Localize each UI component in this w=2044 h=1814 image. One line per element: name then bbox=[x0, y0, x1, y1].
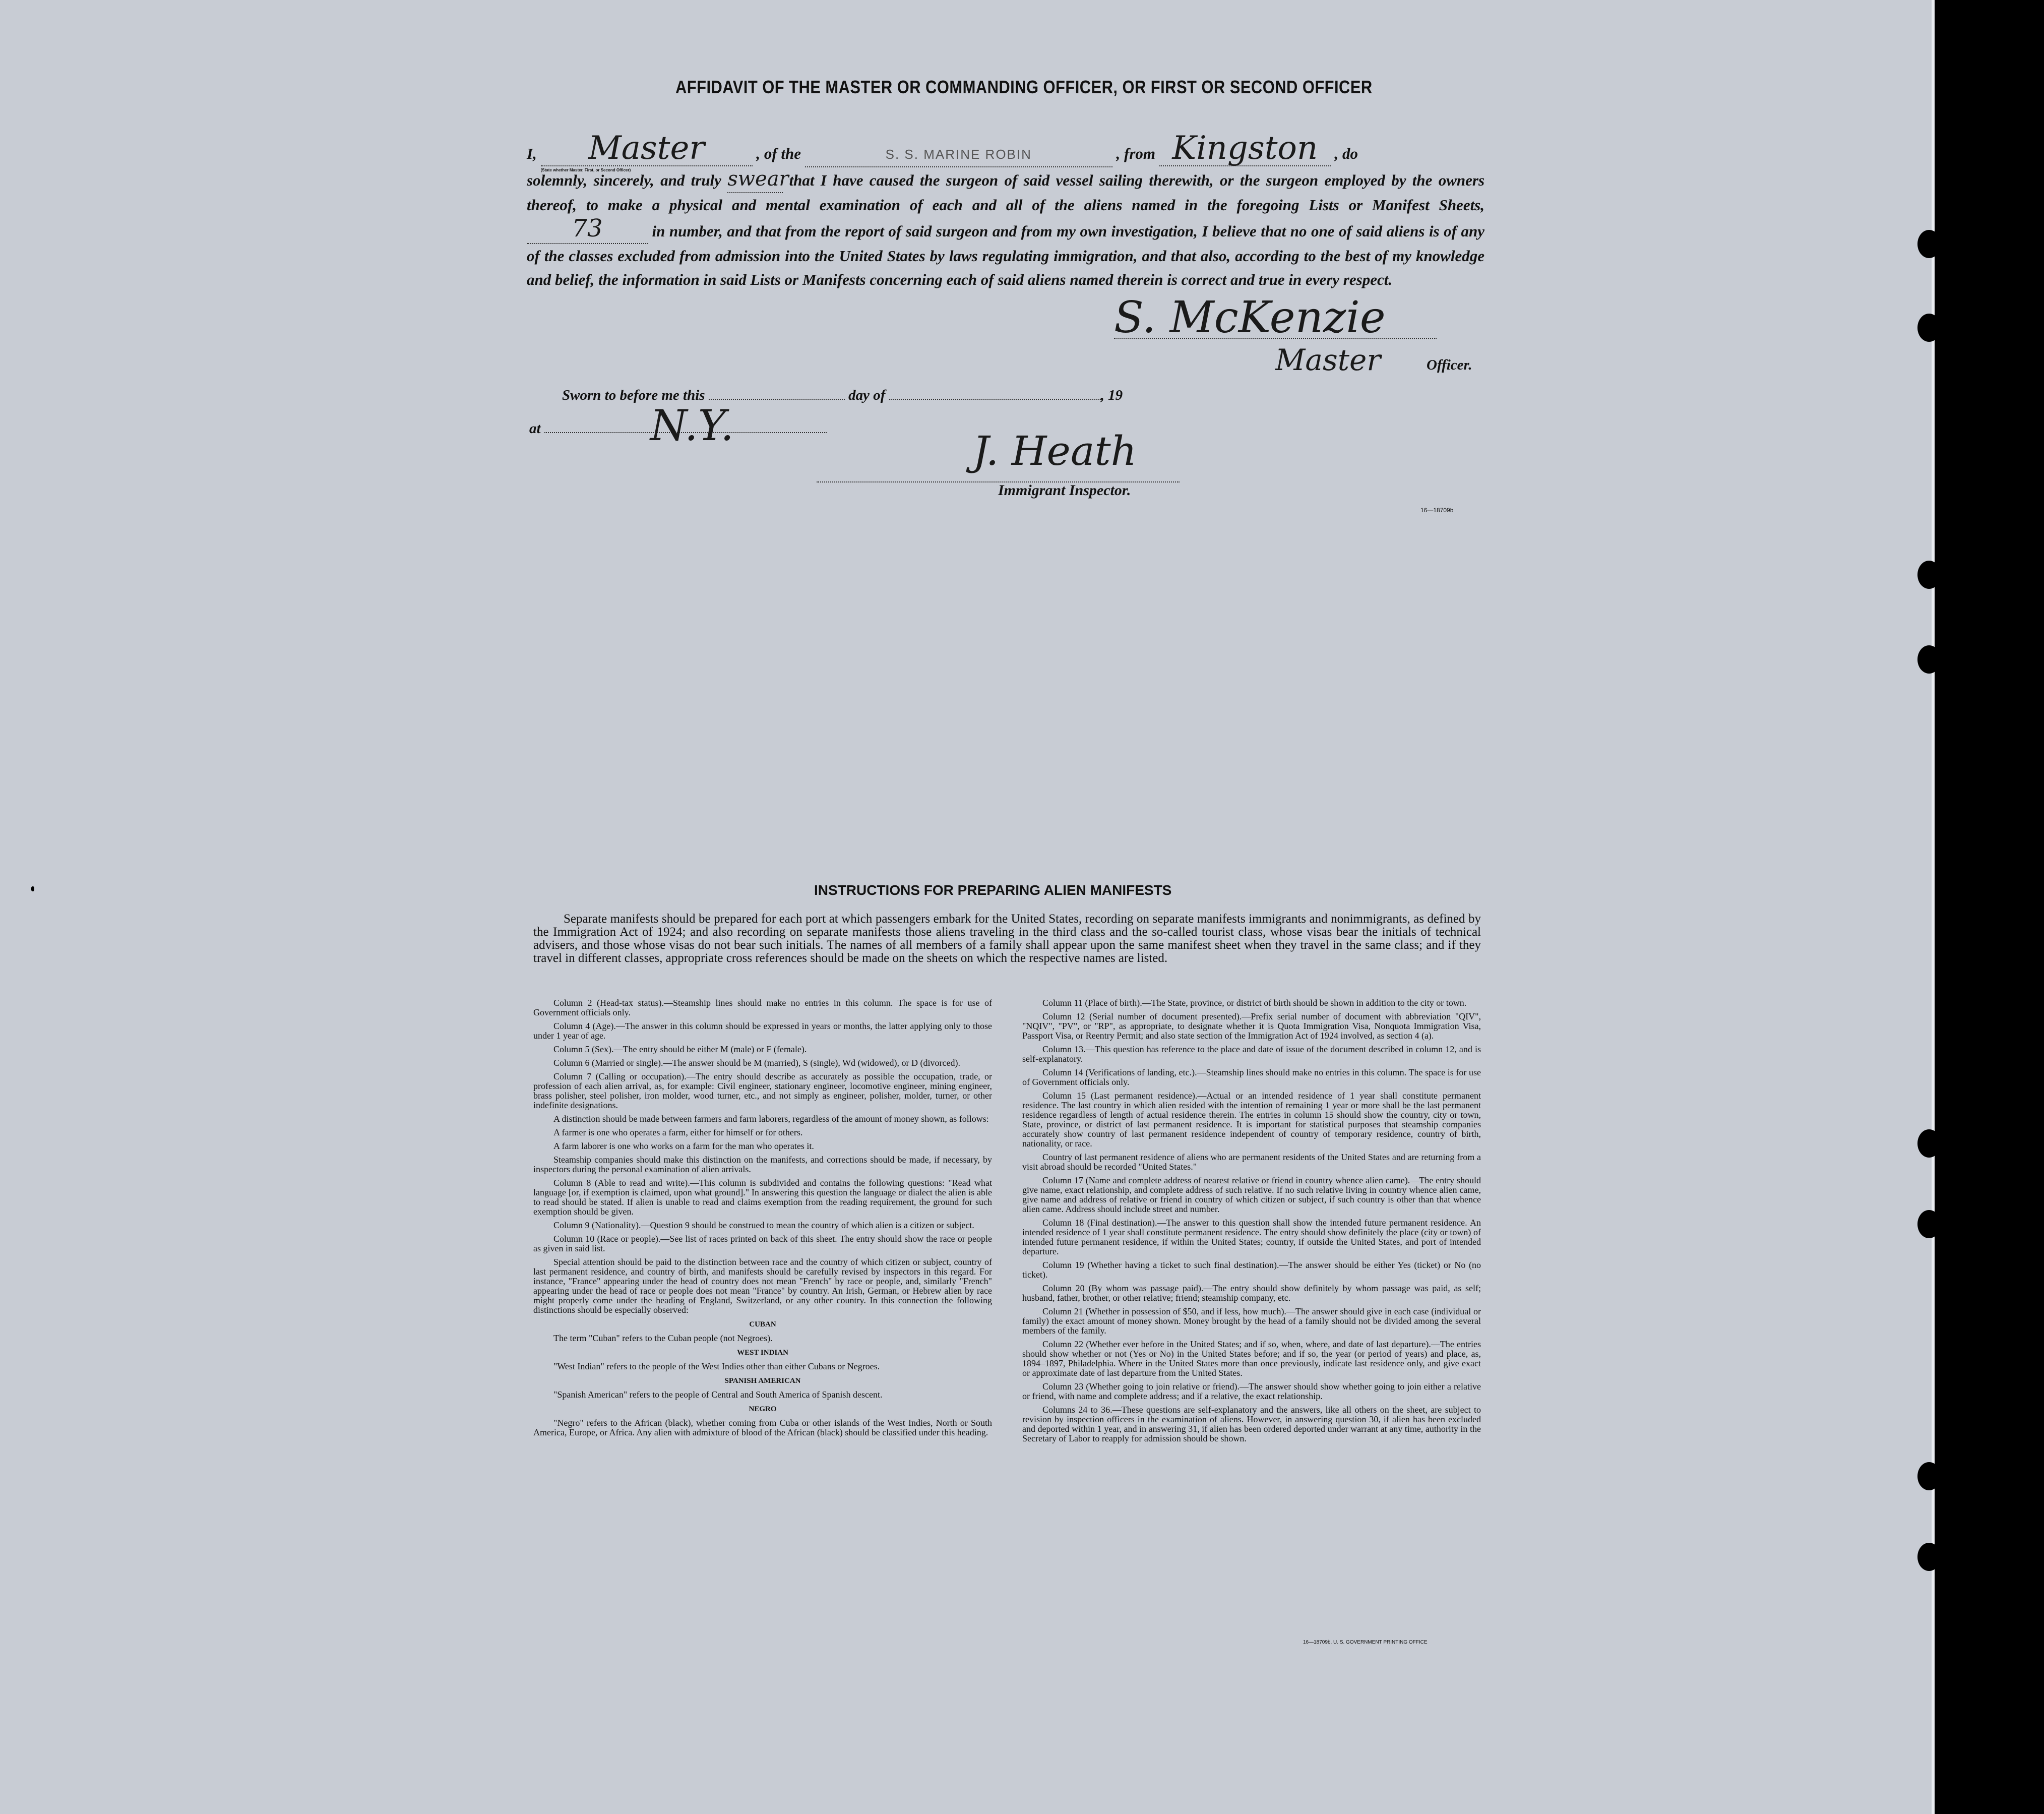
rank-handwritten: Master bbox=[588, 130, 705, 167]
officer-title-handwritten: Master bbox=[1275, 343, 1381, 377]
binder-hole-icon bbox=[1917, 1210, 1941, 1238]
printer-footer: 16—18709b. U. S. GOVERNMENT PRINTING OFFICE bbox=[1303, 1640, 1428, 1645]
oath-text-b: that I have caused the surgeon of said vessel sailing therewith, or the surgeon employed by the owners thereof, to make a physical and mental examination of each and all of the aliens named in the foregoing Lists or Manifest Sheets, bbox=[527, 171, 1485, 214]
master-signature: S. McKenzie bbox=[1114, 292, 1386, 343]
instruction-paragraph: Column 8 (Able to read and write).—This column is subdivided and contains the following questions: "Read what language [or, if exemption is claimed, upon what ground]." In answering this question the language or dialect the alien is able to read should be stated. If alien is unable to read and claims exemption from the reading requirement, the ground for such exemption should be given. bbox=[533, 1178, 992, 1217]
oath-text-a: solemnly, sincerely, and truly bbox=[527, 171, 721, 189]
sheets-field bbox=[527, 214, 648, 244]
instruction-paragraph: Steamship companies should make this distinction on the manifests, and corrections should be made, if necessary, by inspectors during the personal examination of alien arrivals. bbox=[533, 1155, 992, 1174]
instruction-paragraph: Column 17 (Name and complete address of nearest relative or friend in country whence alien came).—The entry should give name, exact relationship, and complete address of such relative. If no such relative living in country whence alien came, give name and address of relative or friend in country of which citizen or subject, if such country is other than that whence alien came. Address should include street and number. bbox=[1022, 1175, 1481, 1214]
instruction-paragraph: Column 14 (Verifications of landing, etc.).—Steamship lines should make no entries in this column. The space is for use of Government officials only. bbox=[1022, 1067, 1481, 1087]
instruction-paragraph: A distinction should be made between farmers and farm laborers, regardless of the amount of money shown, as follows: bbox=[553, 1114, 989, 1124]
form-number: 16—18709b bbox=[1420, 507, 1454, 514]
instruction-paragraph: Column 15 (Last permanent residence).—Actual or an intended residence of 1 year shall constitute permanent residence. The last country in which alien resided with the intention of remaining 1 year or more shall be the last permanent residence regardless of length of actual residence therein. The entries in column 15 should show the country, city or town, State, province, or district of last permanent residence. It is important for statistical purposes that steamship companies accurately show country of last permanent residence independent of country of temporary residence, country of birth, nationality, or race. bbox=[1022, 1091, 1481, 1148]
binder-hole-icon bbox=[1917, 561, 1941, 589]
from-label: , from bbox=[1116, 145, 1156, 162]
instruction-paragraph: Column 5 (Sex).—The entry should be either M (male) or F (female). bbox=[553, 1044, 807, 1054]
affidavit-text-c: in number, and that from the report of said surgeon and from my own investigation, I believe that no one of said aliens is of any of the classes excluded from admission into the United States by laws regulating immigration, and that also, according to the best of my knowledge and belief, the information in said Lists or Manifests concerning each of said aliens named therein is correct and true in every respect. bbox=[527, 222, 1484, 288]
instructions-right-column bbox=[1022, 998, 1481, 1447]
instructions-intro: Separate manifests should be prepared for each port at which passengers embark for the United States, recording on separate manifests immigrants and nonimmigrants, as defined by the Immigration Act of 1924; and also recording on separate manifests those aliens traveling in the third class and the so-called tourist class, whose visas bear the initials of technical advisers, and those whose visas do not bear such initials. The names of all members of a family shall appear upon the same manifest sheet when they travel in the same class; and if they travel in different classes, appropriate cross references should be made on the sheets on which the respective names are listed. bbox=[533, 912, 1481, 965]
binder-hole-icon bbox=[1917, 1129, 1941, 1158]
instruction-paragraph: Column 23 (Whether going to join relative or friend).—The answer should show whether going to join either a relative or friend, with name and complete address; and if a relative, the exact relationship. bbox=[1022, 1381, 1481, 1401]
month-blank bbox=[889, 399, 1101, 400]
instruction-paragraph: Column 12 (Serial number of document presented).—Prefix serial number of document with abbreviation "QIV", "NQIV", "PV", or "RP", as appropriate, to designate whether it is Quota Immigration Visa, Nonquota Immigration Visa, Passport Visa, or Reentry Permit; and also state section of the Immigration Act of 1924 involved, as section 4 (a). bbox=[1022, 1011, 1481, 1041]
at-line bbox=[529, 401, 827, 450]
section-heading-west-indian: WEST INDIAN bbox=[737, 1349, 788, 1357]
instruction-paragraph: Column 18 (Final destination).—The answer to this question shall show the intended future permanent residence. An intended residence of 1 year shall constitute permanent residence. The entry should show definitely the place (city or town) of intended future permanent residence, if within the United States; country, if outside the United States, and port of intended departure. bbox=[1022, 1218, 1481, 1256]
affidavit-title: AFFIDAVIT OF THE MASTER OR COMMANDING OFFICER, OR FIRST OR SECOND OFFICER bbox=[675, 77, 1373, 97]
instruction-paragraph: Country of last permanent residence of aliens who are permanent residents of the United States and are returning from a visit abroad should be recorded "United States." bbox=[1022, 1152, 1481, 1172]
officer-label: Officer. bbox=[1427, 357, 1472, 373]
instruction-paragraph: Columns 24 to 36.—These questions are self-explanatory and the answers, like all others on the sheet, are subject to revision by inspection officers in the examination of aliens. However, in answering question 30, if alien has been excluded and deported within 1 year, and in answering 31, if alien has been ordered deported under warrant at any time, authority in the Secretary of Labor to reapply for admission should be shown. bbox=[1022, 1405, 1481, 1443]
instruction-paragraph: "Negro" refers to the African (black), whether coming from Cuba or other islands of the West Indies, North or South America, Europe, or Africa. Any alien with admixture of blood of the African (black) should be classified under this heading. bbox=[533, 1418, 992, 1437]
affidavit-i: I, bbox=[527, 145, 537, 162]
instruction-paragraph: Column 20 (By whom was passage paid).—The entry should show definitely by whom passage was paid, as self; husband, father, brother, or other relative; friend; steamship company, etc. bbox=[1022, 1283, 1481, 1303]
instruction-paragraph: A farm laborer is one who works on a farm for the man who operates it. bbox=[553, 1141, 814, 1151]
instruction-paragraph: "Spanish American" refers to the people of Central and South America of Spanish descent. bbox=[553, 1389, 883, 1400]
binder-hole-icon bbox=[1917, 1543, 1941, 1571]
instructions-title: INSTRUCTIONS FOR PREPARING ALIEN MANIFESTS bbox=[814, 882, 1172, 898]
instruction-paragraph: Column 13.—This question has reference to the place and date of issue of the document described in column 12, and is self-explanatory. bbox=[1022, 1044, 1481, 1064]
instruction-paragraph: Column 19 (Whether having a ticket to such final destination).—The answer should be either Yes (ticket) or No (no ticket). bbox=[1022, 1260, 1481, 1280]
instruction-paragraph: Column 7 (Calling or occupation).—The entry should describe as accurately as possible the occupation, trade, or profession of each alien arrival, as, for example: Civil engineer, stationary engineer, locomotive engineer, mining engineer, brass polisher, steel polisher, iron molder, wood turner, etc., and not simply as engineer, polisher, molder, turner, or other indefinite designations. bbox=[533, 1071, 992, 1110]
rank-field bbox=[540, 130, 753, 172]
section-heading-cuban: CUBAN bbox=[749, 1320, 776, 1328]
sheets-handwritten: 73 bbox=[572, 214, 603, 243]
port-handwritten: Kingston bbox=[1172, 130, 1318, 167]
oath-handwritten: swear bbox=[727, 167, 789, 191]
rank-note: (State whether Master, First, or Second Officer) bbox=[540, 168, 631, 172]
day-blank bbox=[709, 399, 845, 400]
section-heading-negro: NEGRO bbox=[749, 1405, 777, 1413]
scan-mark bbox=[31, 886, 34, 891]
instruction-paragraph: A farmer is one who operates a farm, either for himself or for others. bbox=[553, 1127, 803, 1137]
at-field bbox=[544, 401, 827, 450]
instruction-paragraph: "West Indian" refers to the people of the West Indies other than either Cubans or Negroes. bbox=[553, 1361, 880, 1371]
instruction-paragraph: Special attention should be paid to the distinction between race and the country of which citizen or subject, country of last permanent residence, and country of birth, and manifests should be carefully revised by inspectors in this regard. For instance, "France" appearing under the head of country does not mean "French" by race or people, and, similarly "French" appearing under the head of race or people does not mean "France" by country. An Irish, German, or Hebrew alien by race might properly come under the heading of England, Switzerland, or any other country. In this connection the following distinctions should be especially observed: bbox=[533, 1257, 992, 1315]
do-label: , do bbox=[1334, 145, 1358, 162]
binder-hole-icon bbox=[1917, 1462, 1941, 1490]
sworn-line bbox=[562, 387, 1123, 404]
instructions-left-column bbox=[533, 998, 992, 1441]
signature-line bbox=[1114, 338, 1437, 339]
at-handwritten: N.Y. bbox=[650, 401, 734, 450]
at-label: at bbox=[529, 420, 541, 437]
binder-hole-icon bbox=[1917, 645, 1941, 674]
vessel-stamp: S. S. MARINE ROBIN bbox=[885, 147, 1032, 162]
binder-hole-icon bbox=[1917, 314, 1941, 342]
oath-field bbox=[727, 167, 789, 193]
of-the-label: , of the bbox=[756, 145, 801, 162]
day-of-label: day of bbox=[848, 387, 886, 403]
instruction-paragraph: Column 11 (Place of birth).—The State, province, or district of birth should be shown in addition to the city or town. bbox=[1042, 998, 1467, 1008]
instruction-paragraph: Column 21 (Whether in possession of $50, and if less, how much).—The answer should give in each case (individual or family) the exact amount of money shown. Money brought by the head of a family should not be divided among the several members of the family. bbox=[1022, 1306, 1481, 1336]
instruction-paragraph: Column 2 (Head-tax status).—Steamship lines should make no entries in this column. The space is for use of Government officials only. bbox=[533, 998, 992, 1017]
instruction-paragraph: Column 22 (Whether ever before in the United States; and if so, when, where, and date of last departure).—The entries should show whether or not (Yes or No) in the United States before; and if so, the year (or period of years) and place, as, 1894–1897, Philadelphia. Where in the United States more than once previously, indicate last residence only, and give exact or approximate date of last departure from the United States. bbox=[1022, 1339, 1481, 1378]
inspector-label: Immigrant Inspector. bbox=[998, 482, 1131, 499]
inspector-signature: J. Heath bbox=[973, 428, 1137, 474]
affidavit-body bbox=[527, 132, 1484, 291]
sworn-text: Sworn to before me this bbox=[562, 387, 705, 403]
instruction-paragraph: Column 10 (Race or people).—See list of races printed on back of this sheet. The entry should show the race or people as given in said list. bbox=[533, 1234, 992, 1253]
instruction-paragraph: Column 6 (Married or single).—The answer should be M (married), S (single), Wd (widowed), or D (divorced). bbox=[553, 1058, 960, 1068]
instruction-paragraph: Column 9 (Nationality).—Question 9 should be construed to mean the country of which alien is a citizen or subject. bbox=[553, 1220, 974, 1230]
instruction-paragraph: Column 4 (Age).—The answer in this column should be expressed in years or months, the latter applying only to those under 1 year of age. bbox=[533, 1021, 992, 1041]
section-heading-spanish-american: SPANISH AMERICAN bbox=[724, 1377, 801, 1385]
port-field bbox=[1159, 132, 1331, 166]
year-label: , 19 bbox=[1100, 387, 1123, 403]
instruction-paragraph: The term "Cuban" refers to the Cuban people (not Negroes). bbox=[553, 1333, 773, 1343]
binder-hole-icon bbox=[1917, 230, 1941, 258]
vessel-field bbox=[805, 142, 1112, 167]
